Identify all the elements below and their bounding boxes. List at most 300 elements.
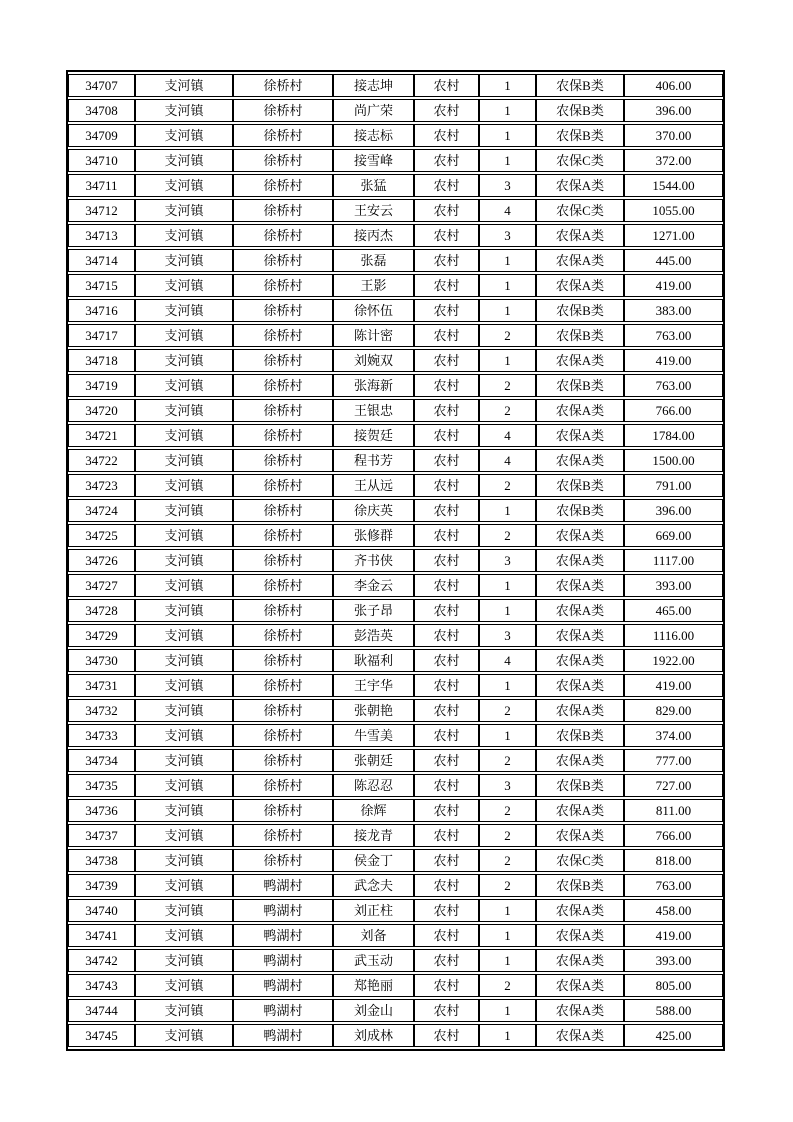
cell-person_count: 1 [479, 924, 536, 947]
table-row [68, 874, 723, 897]
table-row [68, 74, 723, 97]
cell-record_no: 34713 [68, 224, 135, 247]
cell-name: 武玉动 [333, 949, 414, 972]
cell-record_no: 34741 [68, 924, 135, 947]
cell-residence_type: 农村 [414, 799, 479, 822]
cell-residence_type: 农村 [414, 649, 479, 672]
cell-amount: 396.00 [624, 99, 723, 122]
cell-town: 支河镇 [135, 74, 233, 97]
cell-residence_type: 农村 [414, 199, 479, 222]
cell-name: 接志标 [333, 124, 414, 147]
cell-residence_type: 农村 [414, 174, 479, 197]
cell-residence_type: 农村 [414, 449, 479, 472]
cell-person_count: 1 [479, 274, 536, 297]
cell-record_no: 34731 [68, 674, 135, 697]
table-row [68, 224, 723, 247]
cell-amount: 406.00 [624, 74, 723, 97]
cell-name: 侯金丁 [333, 849, 414, 872]
cell-residence_type: 农村 [414, 349, 479, 372]
table-row [68, 474, 723, 497]
cell-person_count: 1 [479, 124, 536, 147]
cell-insurance_category: 农保A类 [536, 974, 624, 997]
cell-town: 支河镇 [135, 924, 233, 947]
cell-record_no: 34743 [68, 974, 135, 997]
table-row [68, 849, 723, 872]
cell-village: 徐桥村 [233, 799, 333, 822]
cell-residence_type: 农村 [414, 849, 479, 872]
cell-town: 支河镇 [135, 474, 233, 497]
cell-town: 支河镇 [135, 999, 233, 1022]
cell-insurance_category: 农保A类 [536, 424, 624, 447]
cell-insurance_category: 农保B类 [536, 324, 624, 347]
cell-name: 刘婉双 [333, 349, 414, 372]
cell-residence_type: 农村 [414, 99, 479, 122]
cell-record_no: 34716 [68, 299, 135, 322]
cell-amount: 727.00 [624, 774, 723, 797]
cell-insurance_category: 农保A类 [536, 824, 624, 847]
cell-residence_type: 农村 [414, 224, 479, 247]
cell-town: 支河镇 [135, 799, 233, 822]
cell-person_count: 2 [479, 749, 536, 772]
cell-amount: 791.00 [624, 474, 723, 497]
cell-record_no: 34708 [68, 99, 135, 122]
cell-insurance_category: 农保A类 [536, 449, 624, 472]
cell-amount: 393.00 [624, 949, 723, 972]
cell-village: 徐桥村 [233, 274, 333, 297]
cell-town: 支河镇 [135, 649, 233, 672]
cell-person_count: 1 [479, 1024, 536, 1047]
cell-record_no: 34733 [68, 724, 135, 747]
cell-insurance_category: 农保C类 [536, 149, 624, 172]
cell-town: 支河镇 [135, 524, 233, 547]
cell-person_count: 1 [479, 949, 536, 972]
cell-residence_type: 农村 [414, 499, 479, 522]
table-row [68, 1024, 723, 1047]
table-row [68, 99, 723, 122]
cell-name: 齐书侠 [333, 549, 414, 572]
cell-record_no: 34737 [68, 824, 135, 847]
cell-name: 彭浩英 [333, 624, 414, 647]
cell-name: 徐辉 [333, 799, 414, 822]
cell-record_no: 34726 [68, 549, 135, 572]
table-row [68, 899, 723, 922]
cell-person_count: 2 [479, 874, 536, 897]
cell-name: 接丙杰 [333, 224, 414, 247]
cell-amount: 1544.00 [624, 174, 723, 197]
table-row [68, 724, 723, 747]
cell-name: 徐庆英 [333, 499, 414, 522]
table-row [68, 649, 723, 672]
cell-name: 刘金山 [333, 999, 414, 1022]
cell-village: 徐桥村 [233, 649, 333, 672]
cell-village: 徐桥村 [233, 774, 333, 797]
cell-town: 支河镇 [135, 849, 233, 872]
table-row [68, 574, 723, 597]
cell-village: 徐桥村 [233, 724, 333, 747]
cell-amount: 669.00 [624, 524, 723, 547]
cell-amount: 458.00 [624, 899, 723, 922]
cell-record_no: 34721 [68, 424, 135, 447]
cell-name: 武念夫 [333, 874, 414, 897]
cell-residence_type: 农村 [414, 999, 479, 1022]
cell-name: 张猛 [333, 174, 414, 197]
cell-name: 牛雪美 [333, 724, 414, 747]
cell-record_no: 34715 [68, 274, 135, 297]
cell-person_count: 2 [479, 974, 536, 997]
table-row [68, 149, 723, 172]
cell-person_count: 2 [479, 799, 536, 822]
cell-amount: 766.00 [624, 824, 723, 847]
table-row [68, 599, 723, 622]
cell-record_no: 34739 [68, 874, 135, 897]
cell-name: 李金云 [333, 574, 414, 597]
table-row [68, 674, 723, 697]
table-row [68, 499, 723, 522]
cell-insurance_category: 农保B类 [536, 74, 624, 97]
table-row [68, 524, 723, 547]
cell-village: 徐桥村 [233, 849, 333, 872]
cell-town: 支河镇 [135, 424, 233, 447]
cell-name: 陈忍忍 [333, 774, 414, 797]
cell-amount: 818.00 [624, 849, 723, 872]
table-row [68, 349, 723, 372]
table-row [68, 299, 723, 322]
cell-person_count: 1 [479, 74, 536, 97]
table-row [68, 974, 723, 997]
cell-person_count: 3 [479, 549, 536, 572]
cell-residence_type: 农村 [414, 274, 479, 297]
cell-record_no: 34719 [68, 374, 135, 397]
cell-name: 刘备 [333, 924, 414, 947]
cell-name: 张磊 [333, 249, 414, 272]
cell-person_count: 3 [479, 624, 536, 647]
cell-residence_type: 农村 [414, 399, 479, 422]
cell-person_count: 1 [479, 499, 536, 522]
cell-record_no: 34720 [68, 399, 135, 422]
cell-name: 王安云 [333, 199, 414, 222]
cell-village: 徐桥村 [233, 574, 333, 597]
cell-insurance_category: 农保B类 [536, 474, 624, 497]
cell-insurance_category: 农保A类 [536, 524, 624, 547]
cell-residence_type: 农村 [414, 1024, 479, 1047]
cell-insurance_category: 农保B类 [536, 299, 624, 322]
cell-record_no: 34745 [68, 1024, 135, 1047]
cell-amount: 1784.00 [624, 424, 723, 447]
cell-amount: 829.00 [624, 699, 723, 722]
cell-record_no: 34722 [68, 449, 135, 472]
cell-amount: 370.00 [624, 124, 723, 147]
cell-residence_type: 农村 [414, 724, 479, 747]
table-row [68, 324, 723, 347]
cell-person_count: 1 [479, 149, 536, 172]
cell-person_count: 2 [479, 474, 536, 497]
cell-record_no: 34712 [68, 199, 135, 222]
cell-amount: 425.00 [624, 1024, 723, 1047]
cell-amount: 588.00 [624, 999, 723, 1022]
cell-name: 王影 [333, 274, 414, 297]
cell-village: 徐桥村 [233, 424, 333, 447]
cell-name: 郑艳丽 [333, 974, 414, 997]
cell-residence_type: 农村 [414, 774, 479, 797]
cell-amount: 766.00 [624, 399, 723, 422]
cell-person_count: 2 [479, 699, 536, 722]
table-row [68, 124, 723, 147]
cell-town: 支河镇 [135, 124, 233, 147]
cell-amount: 1055.00 [624, 199, 723, 222]
cell-record_no: 34728 [68, 599, 135, 622]
cell-person_count: 4 [479, 424, 536, 447]
table-row [68, 249, 723, 272]
cell-name: 王银忠 [333, 399, 414, 422]
cell-town: 支河镇 [135, 1024, 233, 1047]
cell-amount: 1271.00 [624, 224, 723, 247]
cell-village: 徐桥村 [233, 99, 333, 122]
cell-record_no: 34717 [68, 324, 135, 347]
cell-record_no: 34729 [68, 624, 135, 647]
cell-village: 徐桥村 [233, 324, 333, 347]
cell-residence_type: 农村 [414, 149, 479, 172]
cell-amount: 1116.00 [624, 624, 723, 647]
cell-insurance_category: 农保A类 [536, 624, 624, 647]
cell-town: 支河镇 [135, 299, 233, 322]
cell-name: 张修群 [333, 524, 414, 547]
cell-residence_type: 农村 [414, 749, 479, 772]
cell-name: 程书芳 [333, 449, 414, 472]
cell-insurance_category: 农保B类 [536, 374, 624, 397]
cell-name: 张子昂 [333, 599, 414, 622]
cell-village: 鸭湖村 [233, 899, 333, 922]
cell-residence_type: 农村 [414, 874, 479, 897]
cell-village: 鸭湖村 [233, 924, 333, 947]
cell-village: 徐桥村 [233, 199, 333, 222]
table-row [68, 274, 723, 297]
cell-village: 徐桥村 [233, 499, 333, 522]
cell-amount: 383.00 [624, 299, 723, 322]
cell-village: 徐桥村 [233, 349, 333, 372]
cell-amount: 777.00 [624, 749, 723, 772]
cell-residence_type: 农村 [414, 699, 479, 722]
cell-record_no: 34724 [68, 499, 135, 522]
cell-insurance_category: 农保A类 [536, 274, 624, 297]
cell-amount: 374.00 [624, 724, 723, 747]
cell-village: 徐桥村 [233, 749, 333, 772]
table-row [68, 774, 723, 797]
cell-village: 鸭湖村 [233, 1024, 333, 1047]
cell-residence_type: 农村 [414, 74, 479, 97]
cell-village: 徐桥村 [233, 449, 333, 472]
cell-insurance_category: 农保A类 [536, 649, 624, 672]
cell-amount: 811.00 [624, 799, 723, 822]
cell-insurance_category: 农保A类 [536, 899, 624, 922]
cell-record_no: 34742 [68, 949, 135, 972]
cell-insurance_category: 农保A类 [536, 674, 624, 697]
cell-village: 徐桥村 [233, 474, 333, 497]
cell-town: 支河镇 [135, 349, 233, 372]
cell-record_no: 34735 [68, 774, 135, 797]
cell-residence_type: 农村 [414, 299, 479, 322]
pension-roster-table [66, 70, 725, 1051]
cell-residence_type: 农村 [414, 374, 479, 397]
cell-record_no: 34723 [68, 474, 135, 497]
cell-amount: 805.00 [624, 974, 723, 997]
cell-town: 支河镇 [135, 949, 233, 972]
cell-record_no: 34725 [68, 524, 135, 547]
cell-person_count: 4 [479, 449, 536, 472]
cell-town: 支河镇 [135, 449, 233, 472]
table-row [68, 999, 723, 1022]
cell-amount: 372.00 [624, 149, 723, 172]
cell-insurance_category: 农保C类 [536, 849, 624, 872]
cell-village: 徐桥村 [233, 524, 333, 547]
cell-name: 刘正柱 [333, 899, 414, 922]
cell-village: 徐桥村 [233, 549, 333, 572]
cell-town: 支河镇 [135, 674, 233, 697]
cell-person_count: 1 [479, 299, 536, 322]
table-row [68, 799, 723, 822]
cell-insurance_category: 农保A类 [536, 249, 624, 272]
cell-town: 支河镇 [135, 199, 233, 222]
table-row [68, 174, 723, 197]
cell-record_no: 34714 [68, 249, 135, 272]
cell-amount: 396.00 [624, 499, 723, 522]
cell-person_count: 1 [479, 99, 536, 122]
cell-insurance_category: 农保B类 [536, 499, 624, 522]
cell-residence_type: 农村 [414, 599, 479, 622]
cell-insurance_category: 农保A类 [536, 349, 624, 372]
cell-insurance_category: 农保A类 [536, 924, 624, 947]
cell-name: 接龙青 [333, 824, 414, 847]
cell-residence_type: 农村 [414, 474, 479, 497]
cell-town: 支河镇 [135, 699, 233, 722]
cell-insurance_category: 农保A类 [536, 999, 624, 1022]
cell-town: 支河镇 [135, 899, 233, 922]
cell-insurance_category: 农保A类 [536, 1024, 624, 1047]
cell-village: 鸭湖村 [233, 949, 333, 972]
cell-name: 王宇华 [333, 674, 414, 697]
cell-amount: 419.00 [624, 924, 723, 947]
cell-town: 支河镇 [135, 824, 233, 847]
cell-insurance_category: 农保A类 [536, 399, 624, 422]
cell-record_no: 34709 [68, 124, 135, 147]
cell-record_no: 34744 [68, 999, 135, 1022]
cell-village: 徐桥村 [233, 674, 333, 697]
cell-person_count: 1 [479, 724, 536, 747]
cell-person_count: 1 [479, 899, 536, 922]
cell-town: 支河镇 [135, 549, 233, 572]
cell-town: 支河镇 [135, 374, 233, 397]
cell-village: 徐桥村 [233, 174, 333, 197]
cell-person_count: 3 [479, 174, 536, 197]
cell-insurance_category: 农保C类 [536, 199, 624, 222]
table-row [68, 924, 723, 947]
cell-village: 徐桥村 [233, 824, 333, 847]
cell-village: 徐桥村 [233, 399, 333, 422]
cell-amount: 419.00 [624, 274, 723, 297]
cell-person_count: 3 [479, 774, 536, 797]
table-row [68, 824, 723, 847]
cell-name: 张朝艳 [333, 699, 414, 722]
cell-insurance_category: 农保A类 [536, 799, 624, 822]
cell-insurance_category: 农保A类 [536, 699, 624, 722]
cell-town: 支河镇 [135, 149, 233, 172]
cell-village: 徐桥村 [233, 249, 333, 272]
cell-town: 支河镇 [135, 574, 233, 597]
cell-residence_type: 农村 [414, 524, 479, 547]
cell-amount: 419.00 [624, 674, 723, 697]
cell-person_count: 1 [479, 574, 536, 597]
cell-amount: 763.00 [624, 324, 723, 347]
table-row [68, 749, 723, 772]
cell-village: 鸭湖村 [233, 974, 333, 997]
cell-amount: 763.00 [624, 874, 723, 897]
cell-residence_type: 农村 [414, 624, 479, 647]
cell-amount: 445.00 [624, 249, 723, 272]
table-row [68, 699, 723, 722]
cell-record_no: 34738 [68, 849, 135, 872]
cell-person_count: 2 [479, 524, 536, 547]
cell-record_no: 34732 [68, 699, 135, 722]
cell-town: 支河镇 [135, 599, 233, 622]
cell-name: 接贺廷 [333, 424, 414, 447]
cell-town: 支河镇 [135, 749, 233, 772]
cell-town: 支河镇 [135, 499, 233, 522]
cell-person_count: 1 [479, 599, 536, 622]
cell-amount: 393.00 [624, 574, 723, 597]
cell-amount: 1922.00 [624, 649, 723, 672]
cell-town: 支河镇 [135, 624, 233, 647]
cell-insurance_category: 农保A类 [536, 549, 624, 572]
cell-person_count: 2 [479, 374, 536, 397]
cell-name: 尚广荣 [333, 99, 414, 122]
cell-insurance_category: 农保A类 [536, 574, 624, 597]
table-row [68, 374, 723, 397]
cell-insurance_category: 农保B类 [536, 99, 624, 122]
cell-village: 鸭湖村 [233, 874, 333, 897]
cell-name: 张海新 [333, 374, 414, 397]
table-row [68, 549, 723, 572]
table-row [68, 949, 723, 972]
cell-name: 陈计密 [333, 324, 414, 347]
table-row [68, 449, 723, 472]
cell-town: 支河镇 [135, 399, 233, 422]
cell-town: 支河镇 [135, 249, 233, 272]
cell-residence_type: 农村 [414, 424, 479, 447]
cell-name: 徐怀伍 [333, 299, 414, 322]
cell-residence_type: 农村 [414, 974, 479, 997]
cell-town: 支河镇 [135, 324, 233, 347]
cell-village: 徐桥村 [233, 299, 333, 322]
cell-insurance_category: 农保B类 [536, 124, 624, 147]
cell-town: 支河镇 [135, 974, 233, 997]
cell-name: 张朝廷 [333, 749, 414, 772]
cell-record_no: 34730 [68, 649, 135, 672]
cell-insurance_category: 农保B类 [536, 774, 624, 797]
cell-village: 徐桥村 [233, 149, 333, 172]
cell-town: 支河镇 [135, 174, 233, 197]
cell-amount: 419.00 [624, 349, 723, 372]
cell-residence_type: 农村 [414, 324, 479, 347]
cell-village: 鸭湖村 [233, 999, 333, 1022]
cell-insurance_category: 农保A类 [536, 949, 624, 972]
cell-town: 支河镇 [135, 224, 233, 247]
cell-residence_type: 农村 [414, 899, 479, 922]
cell-town: 支河镇 [135, 874, 233, 897]
cell-village: 徐桥村 [233, 224, 333, 247]
cell-person_count: 3 [479, 224, 536, 247]
table-row [68, 424, 723, 447]
cell-residence_type: 农村 [414, 249, 479, 272]
cell-person_count: 2 [479, 849, 536, 872]
